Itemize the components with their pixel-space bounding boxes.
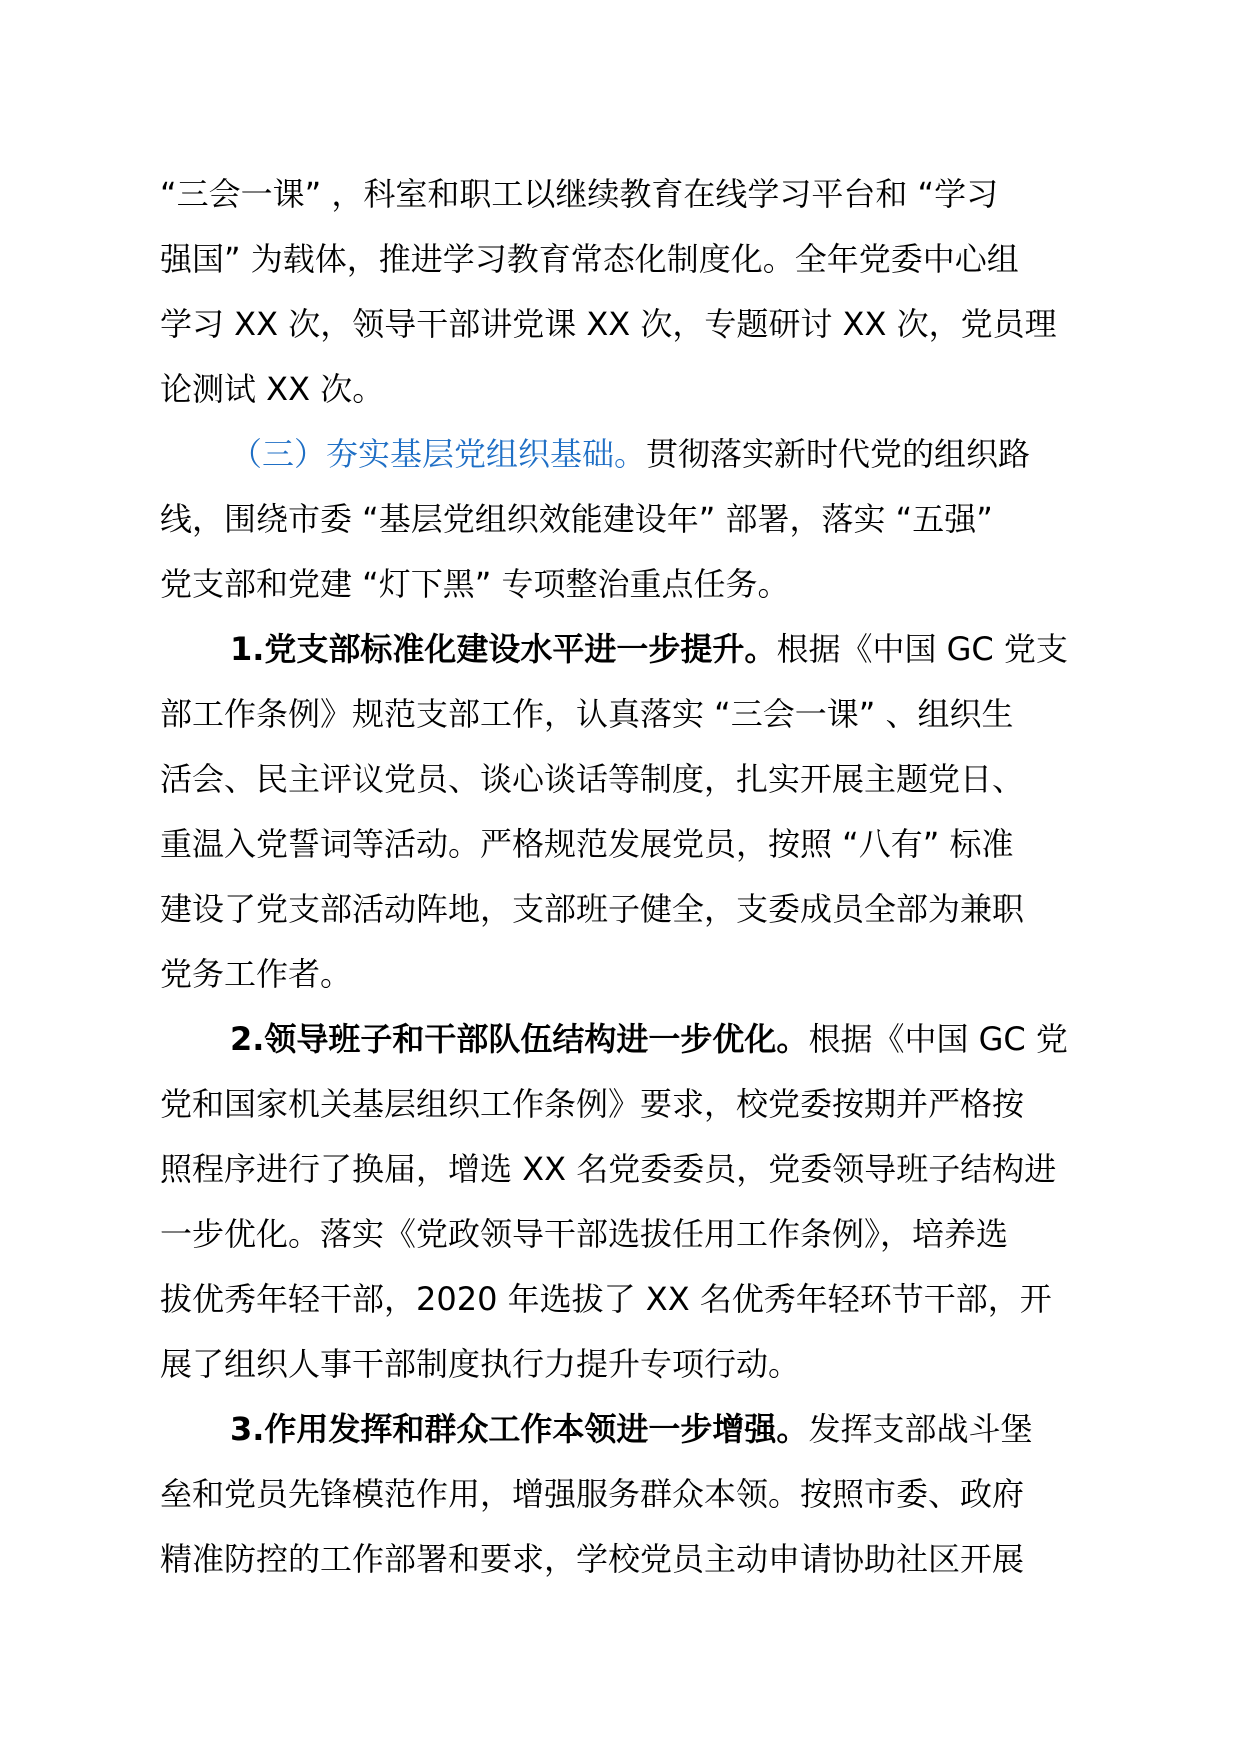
section-3-text: 贯彻落实新时代党的组织路 [646, 435, 1031, 473]
text-line: 部工作条例》规范支部工作，认真落实 “三会一课” 、组织生 [160, 695, 1014, 733]
text-line: 照程序进行了换届，增选 XX 名党委委员，党委领导班子结构进 [160, 1150, 1057, 1188]
text-line: 精准防控的工作部署和要求，学校党员主动申请协助社区开展 [160, 1540, 1025, 1578]
item-2-heading: 2.领导班子和干部队伍结构进一步优化。 [230, 1020, 809, 1058]
text-line: 垒和党员先锋模范作用，增强服务群众本领。按照市委、政府 [160, 1475, 1025, 1513]
text-line: 重温入党誓词等活动。严格规范发展党员，按照 “八有” 标准 [160, 825, 1014, 863]
document-body [160, 162, 1090, 1592]
item-2-text: 根据《中国 GC 党 [808, 1020, 1068, 1058]
text-line: 展了组织人事干部制度执行力提升专项行动。 [160, 1345, 801, 1383]
item-3-heading: 3.作用发挥和群众工作本领进一步增强。 [230, 1410, 809, 1448]
text-line: “三会一课” ，科室和职工以继续教育在线学习平台和 “学习 [160, 175, 999, 213]
item-3-line [160, 1397, 1090, 1462]
section-3-line [160, 422, 1090, 487]
text-line: 拔优秀年轻干部，2020 年选拔了 XX 名优秀年轻环节干部，开 [160, 1280, 1052, 1318]
text-line: 论测试 XX 次。 [160, 370, 385, 408]
item-1-line [160, 617, 1090, 682]
item-1-heading: 1.党支部标准化建设水平进一步提升。 [230, 630, 777, 668]
text-line: 建设了党支部活动阵地，支部班子健全，支委成员全部为兼职 [160, 890, 1025, 928]
text-line: 一步优化。落实《党政领导干部选拔任用工作条例》，培养选 [160, 1215, 1009, 1253]
text-line: 学习 XX 次，领导干部讲党课 XX 次，专题研讨 XX 次，党员理 [160, 305, 1057, 343]
text-line: 强国” 为载体，推进学习教育常态化制度化。全年党委中心组 [160, 240, 1019, 278]
text-line: 线，围绕市委 “基层党组织效能建设年” 部署，落实 “五强” [160, 500, 993, 538]
text-line: 党支部和党建 “灯下黑” 专项整治重点任务。 [160, 565, 790, 603]
text-line: 党务工作者。 [160, 955, 353, 993]
item-2-line [160, 1007, 1090, 1072]
text-line: 活会、民主评议党员、谈心谈话等制度，扎实开展主题党日、 [160, 760, 1025, 798]
item-1-text: 根据《中国 GC 党支 [776, 630, 1068, 668]
text-line: 党和国家机关基层组织工作条例》要求，校党委按期并严格按 [160, 1085, 1025, 1123]
item-3-text: 发挥支部战斗堡 [808, 1410, 1033, 1448]
section-3-heading: （三）夯实基层党组织基础。 [230, 435, 647, 473]
